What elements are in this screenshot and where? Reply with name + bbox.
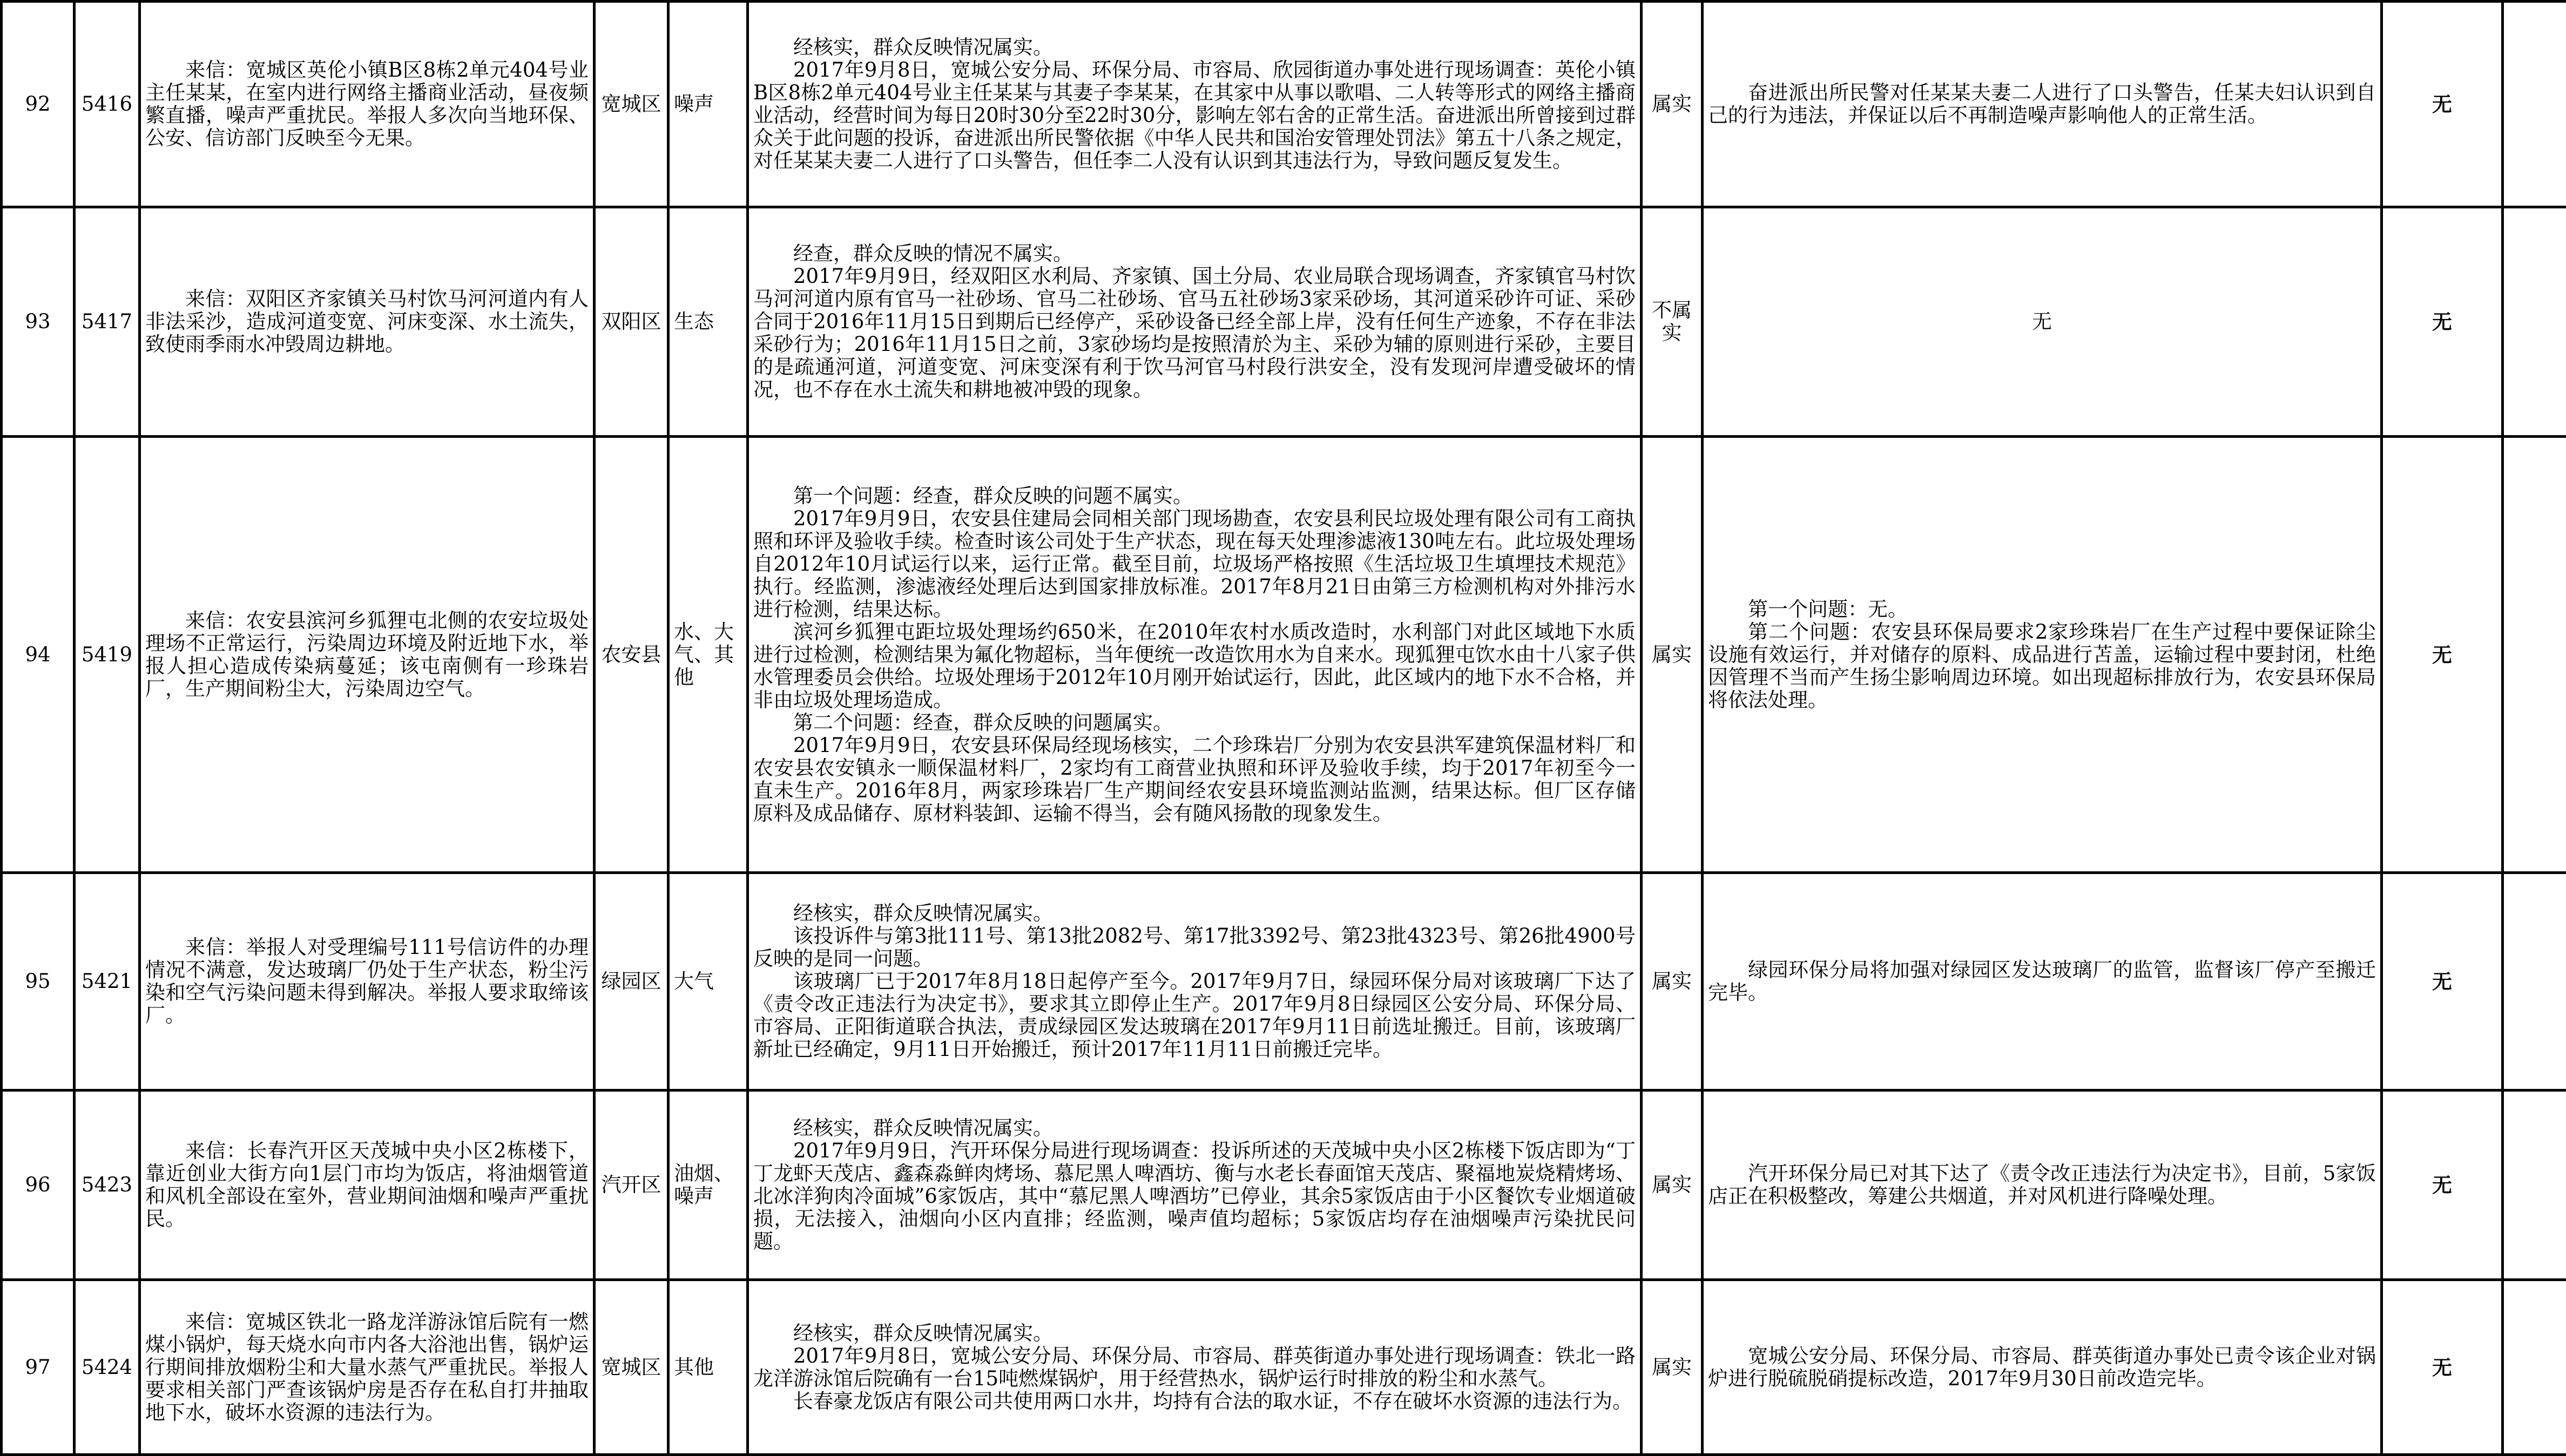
investigation-paragraph: 经核实，群众反映情况属实。 [753,1117,1636,1140]
remark [2503,1091,2566,1280]
pollution-category: 大气 [668,873,748,1091]
investigation-paragraph: 经核实，群众反映情况属实。 [753,1322,1636,1345]
complaint-paragraph: 来信：双阳区齐家镇关马村饮马河河道内有人非法采沙，造成河道变宽、河床变深、水土流失，致使雨季雨水冲毁周边耕地。 [145,288,589,356]
verdict: 不属实 [1642,207,1703,437]
investigation-paragraph: 滨河乡狐狸屯距垃圾处理场约650米，在2010年农村水质改造时，水利部门对此区域地下水质进行过检测，检测结果为氟化物超标，当年便统一改造饮用水为自来水。现狐狸屯饮水由十八家子供水管理委员会供给。垃圾处理场于2012年10月刚开始试运行，因此，此区域内的地下水不合格，并非由垃圾处理场造成。 [753,621,1636,712]
investigation-paragraph: 经查，群众反映的情况不属实。 [753,242,1636,265]
investigation-result [748,2,1642,207]
pollution-category: 噪声 [668,2,748,207]
row-seq: 93 [2,207,75,437]
accountability: 无 [2382,1091,2503,1280]
complaint-paragraph: 来信：宽城区英伦小镇B区8栋2单元404号业主任某某，在室内进行网络主播商业活动，昼夜频繁直播，噪声严重扰民。举报人多次向当地环保、公安、信访部门反映至今无果。 [145,59,589,150]
table-row [2,437,2566,873]
handling-paragraph: 奋进派出所民警对任某某夫妻二人进行了口头警告，任某夫妇认识到自己的行为违法，并保证以后不再制造噪声影响他人的正常生活。 [1708,82,2376,127]
complaint-text [140,437,595,873]
pollution-category: 油烟、噪声 [668,1091,748,1280]
complaint-paragraph: 来信：长春汽开区天茂城中央小区2栋楼下，靠近创业大街方向1层门市均为饭店，将油烟管道和风机全部设在室外，营业期间油烟和噪声严重扰民。 [145,1140,589,1230]
handling-measures [1703,2,2382,207]
handling-paragraph: 绿园环保分局将加强对绿园区发达玻璃厂的监管，监督该厂停产至搬迁完毕。 [1708,959,2376,1004]
complaint-paragraph: 来信：农安县滨河乡狐狸屯北侧的农安垃圾处理场不正常运行，污染周边环境及附近地下水，举报人担心造成传染病蔓延；该屯南侧有一珍珠岩厂，生产期间粉尘大，污染周边空气。 [145,610,589,700]
investigation-paragraph: 经核实，群众反映情况属实。 [753,902,1636,925]
district: 宽城区 [595,2,668,207]
complaint-code: 5423 [75,1091,140,1280]
handling-measures [1703,437,2382,873]
complaint-paragraph: 来信：宽城区铁北一路龙洋游泳馆后院有一燃煤小锅炉，每天烧水向市内各大浴池出售，锅炉运行期间排放烟粉尘和大量水蒸气严重扰民。举报人要求相关部门严查该锅炉房是否存在私自打井抽取地下水，破坏水资源的违法行为。 [145,1311,589,1424]
remark [2503,1280,2566,1455]
complaint-paragraph: 来信：举报人对受理编号111号信访件的办理情况不满意，发达玻璃厂仍处于生产状态，粉尘污染和空气污染问题未得到解决。举报人要求取缔该厂。 [145,936,589,1027]
investigation-result [748,1280,1642,1455]
investigation-result [748,873,1642,1091]
investigation-result [748,437,1642,873]
investigation-paragraph: 第一个问题：经查，群众反映的问题不属实。 [753,485,1636,507]
accountability: 无 [2382,437,2503,873]
complaint-code: 5421 [75,873,140,1091]
verdict: 属实 [1642,2,1703,207]
complaint-text [140,873,595,1091]
verdict: 属实 [1642,1280,1703,1455]
row-seq: 95 [2,873,75,1091]
pollution-category: 水、大气、其他 [668,437,748,873]
handling-paragraph: 宽城公安分局、环保分局、市容局、群英街道办事处已责令该企业对锅炉进行脱硫脱硝提标改造，2017年9月30日前改造完毕。 [1708,1345,2376,1390]
district: 宽城区 [595,1280,668,1455]
investigation-paragraph: 2017年9月9日，农安县环保局经现场核实，二个珍珠岩厂分别为农安县洪军建筑保温材料厂和农安县农安镇永一顺保温材料厂，2家均有工商营业执照和环评及验收手续，均于2017年初至今一直未生产。2016年8月，两家珍珠岩厂生产期间经农安县环境监测站监测，结果达标。但厂区存储原料及成品储存、原材料装卸、运输不得当，会有随风扬散的现象发生。 [753,734,1636,825]
row-seq: 92 [2,2,75,207]
investigation-paragraph: 经核实，群众反映情况属实。 [753,36,1636,59]
investigation-paragraph: 2017年9月8日，宽城公安分局、环保分局、市容局、群英街道办事处进行现场调查：铁北一路龙洋游泳馆后院确有一台15吨燃煤锅炉，用于经营热水，锅炉运行时排放的粉尘和水蒸气。 [753,1345,1636,1390]
table-row [2,873,2566,1091]
handling-measures [1703,1091,2382,1280]
investigation-paragraph: 该玻璃厂已于2017年8月18日起停产至今。2017年9月7日，绿园环保分局对该玻璃厂下达了《责令改正违法行为决定书》，要求其立即停止生产。2017年9月8日绿园区公安分局、环保分局、市容局、正阳街道联合执法，责成绿园区发达玻璃在2017年9月11日前选址搬迁。目前，该玻璃厂新址已经确定，9月11日开始搬迁，预计2017年11月11日前搬迁完毕。 [753,970,1636,1061]
complaint-code: 5419 [75,437,140,873]
row-seq: 96 [2,1091,75,1280]
accountability: 无 [2382,873,2503,1091]
investigation-paragraph: 2017年9月9日，农安县住建局会同相关部门现场勘查，农安县利民垃圾处理有限公司有工商执照和环评及验收手续。检查时该公司处于生产状态，现在每天处理渗滤液130吨左右。此垃圾处理场自2012年10月试运行以来，运行正常。截至目前，垃圾场严格按照《生活垃圾卫生填埋技术规范》执行。经监测，渗滤液经处理后达到国家排放标准。2017年8月21日由第三方检测机构对外排污水进行检测，结果达标。 [753,507,1636,621]
complaint-text [140,1091,595,1280]
handling-measures: 无 [1703,207,2382,437]
complaint-text [140,207,595,437]
district: 汽开区 [595,1091,668,1280]
verdict: 属实 [1642,873,1703,1091]
remark [2503,437,2566,873]
investigation-result [748,207,1642,437]
table-row [2,207,2566,437]
investigation-paragraph: 2017年9月8日，宽城公安分局、环保分局、市容局、欣园街道办事处进行现场调查：英伦小镇B区8栋2单元404号业主任某某与其妻子李某某，在其家中从事以歌唱、二人转等形式的网络主播商业活动，经营时间为每日20时30分至22时30分，影响左邻右舍的正常生活。奋进派出所曾接到过群众关于此问题的投诉，奋进派出所民警依据《中华人民共和国治安管理处罚法》第五十八条之规定，对任某某夫妻二人进行了口头警告，但任李二人没有认识到其违法行为，导致问题反复发生。 [753,59,1636,172]
investigation-paragraph: 第二个问题：经查，群众反映的问题属实。 [753,712,1636,734]
remark [2503,2,2566,207]
remark [2503,207,2566,437]
handling-measures [1703,873,2382,1091]
complaint-code: 5424 [75,1280,140,1455]
table-row [2,1280,2566,1455]
accountability: 无 [2382,1280,2503,1455]
complaint-text [140,1280,595,1455]
accountability: 无 [2382,2,2503,207]
investigation-paragraph: 长春豪龙饭店有限公司共使用两口水井，均持有合法的取水证，不存在破坏水资源的违法行为。 [753,1390,1636,1413]
handling-paragraph: 汽开环保分局已对其下达了《责令改正违法行为决定书》，目前，5家饭店正在积极整改，筹建公共烟道，并对风机进行降噪处理。 [1708,1162,2376,1208]
investigation-paragraph: 2017年9月9日，汽开环保分局进行现场调查：投诉所述的天茂城中央小区2栋楼下饭店即为“丁丁龙虾天茂店、鑫森淼鲜肉烤场、慕尼黑人啤酒坊、衡与水老长春面馆天茂店、聚福地炭烧精烤场、北冰洋狗肉冷面城”6家饭店，其中“慕尼黑人啤酒坊”已停业，其余5家饭店由于小区餐饮专业烟道破损，无法接入，油烟向小区内直排；经监测，噪声值均超标；5家饭店均存在油烟噪声污染扰民问题。 [753,1140,1636,1253]
verdict: 属实 [1642,1091,1703,1280]
pollution-category: 生态 [668,207,748,437]
accountability: 无 [2382,207,2503,437]
district: 农安县 [595,437,668,873]
pollution-category: 其他 [668,1280,748,1455]
verdict: 属实 [1642,437,1703,873]
handling-paragraph: 第二个问题：农安县环保局要求2家珍珠岩厂在生产过程中要保证除尘设施有效运行，并对储存的原料、成品进行苫盖，运输过程中要封闭，杜绝因管理不当而产生扬尘影响周边环境。如出现超标排放行为，农安县环保局将依法处理。 [1708,621,2376,712]
handling-measures [1703,1280,2382,1455]
complaint-text [140,2,595,207]
complaint-code: 5416 [75,2,140,207]
complaint-code: 5417 [75,207,140,437]
investigation-paragraph: 该投诉件与第3批111号、第13批2082号、第17批3392号、第23批4323号、第26批4900号反映的是同一问题。 [753,925,1636,970]
investigation-result [748,1091,1642,1280]
district: 绿园区 [595,873,668,1091]
row-seq: 94 [2,437,75,873]
investigation-paragraph: 2017年9月9日，经双阳区水利局、齐家镇、国土分局、农业局联合现场调查，齐家镇官马村饮马河河道内原有官马一社砂场、官马二社砂场、官马五社砂场3家采砂场，其河道采砂许可证、采砂合同于2016年11月15日到期后已经停产，采砂设备已经全部上岸，没有任何生产迹象，不存在非法采砂行为；2016年11月15日之前，3家砂场均是按照清於为主、采砂为辅的原则进行采砂，主要目的是疏通河道，河道变宽、河床变深有利于饮马河官马村段行洪安全，没有发现河岸遭受破坏的情况，也不存在水土流失和耕地被冲毁的现象。 [753,265,1636,401]
row-seq: 97 [2,1280,75,1455]
district: 双阳区 [595,207,668,437]
table-row [2,2,2566,207]
remark [2503,873,2566,1091]
handling-paragraph: 第一个问题：无。 [1708,598,2376,621]
table-row [2,1091,2566,1280]
